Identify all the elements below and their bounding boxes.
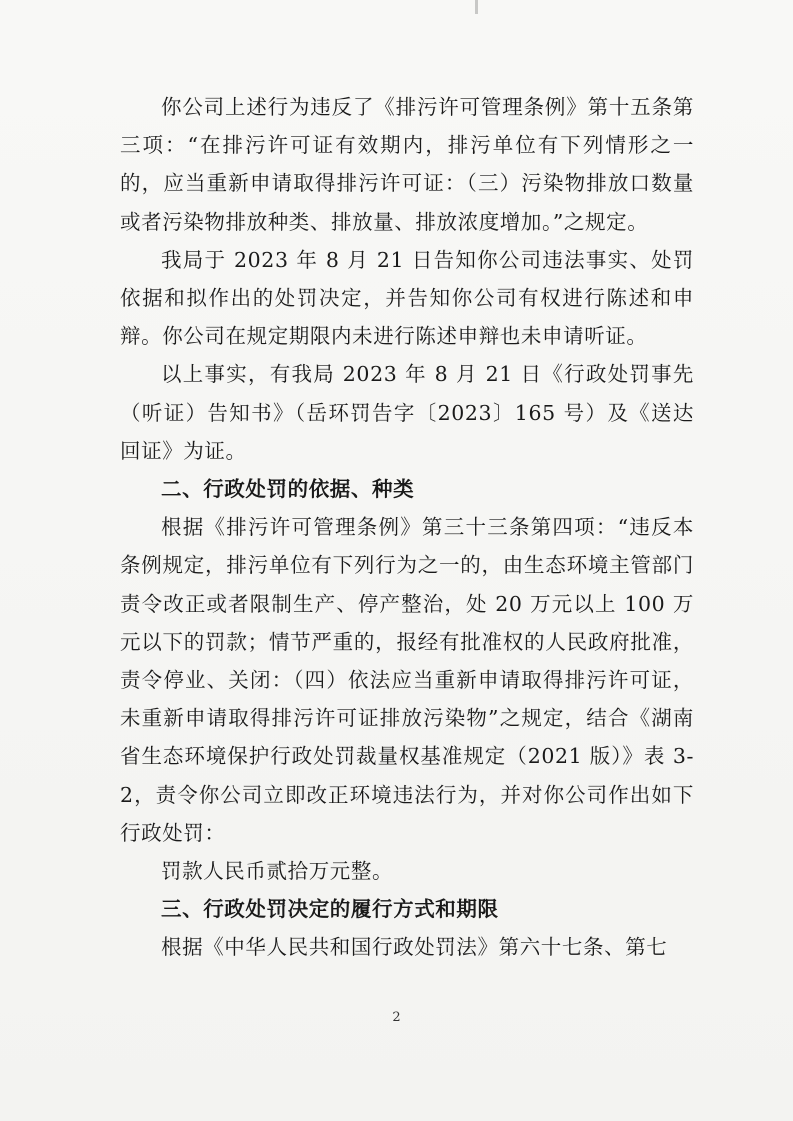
paragraph-fine: 罚款人民币贰拾万元整。 xyxy=(161,859,394,884)
paragraph-evidence: 以上事实，有我局 2023 年 8 月 21 日《行政处罚事先（听证）告知书》（岳环罚告字〔2023〕165 号）及《送达回证》为证。 xyxy=(120,362,694,463)
section-heading-basis: 二、行政处罚的依据、种类 xyxy=(161,477,415,502)
scan-mark xyxy=(475,0,478,14)
paragraph-legal-basis: 根据《排污许可管理条例》第三十三条第四项：“违反本条例规定，排污单位有下列行为之一的，由生态环境主管部门责令改正或者限制生产、停产整治，处 20 万元以上 100 万元以下的罚款；情节严重的，报经有批准权的人民政府批准，责令停业、关闭：（四）依法应当重新申请取得排污许可证，未重新申请取得排污许可证排放污染物”之规定，结合《湖南省生态环境保护行政处罚裁量权基准规定（2021 版）》表 3-2，责令你公司立即改正环境违法行为，并对你公司作出如下行政处罚： xyxy=(120,515,694,845)
page-number: 2 xyxy=(392,1010,401,1025)
paragraph-execution: 根据《中华人民共和国行政处罚法》第六十七条、第七 xyxy=(161,935,668,960)
document-body xyxy=(120,88,694,967)
section-heading-execution: 三、行政处罚决定的履行方式和期限 xyxy=(161,897,499,922)
paragraph-violation: 你公司上述行为违反了《排污许可管理条例》第十五条第三项：“在排污许可证有效期内，排污单位有下列情形之一的，应当重新申请取得排污许可证：（三）污染物排放口数量或者污染物排放种类、排放量、排放浓度增加。”之规定。 xyxy=(120,95,694,234)
paragraph-notification: 我局于 2023 年 8 月 21 日告知你公司违法事实、处罚依据和拟作出的处罚决定，并告知你公司有权进行陈述和申辩。你公司在规定期限内未进行陈述申辩也未申请听证。 xyxy=(120,247,694,349)
